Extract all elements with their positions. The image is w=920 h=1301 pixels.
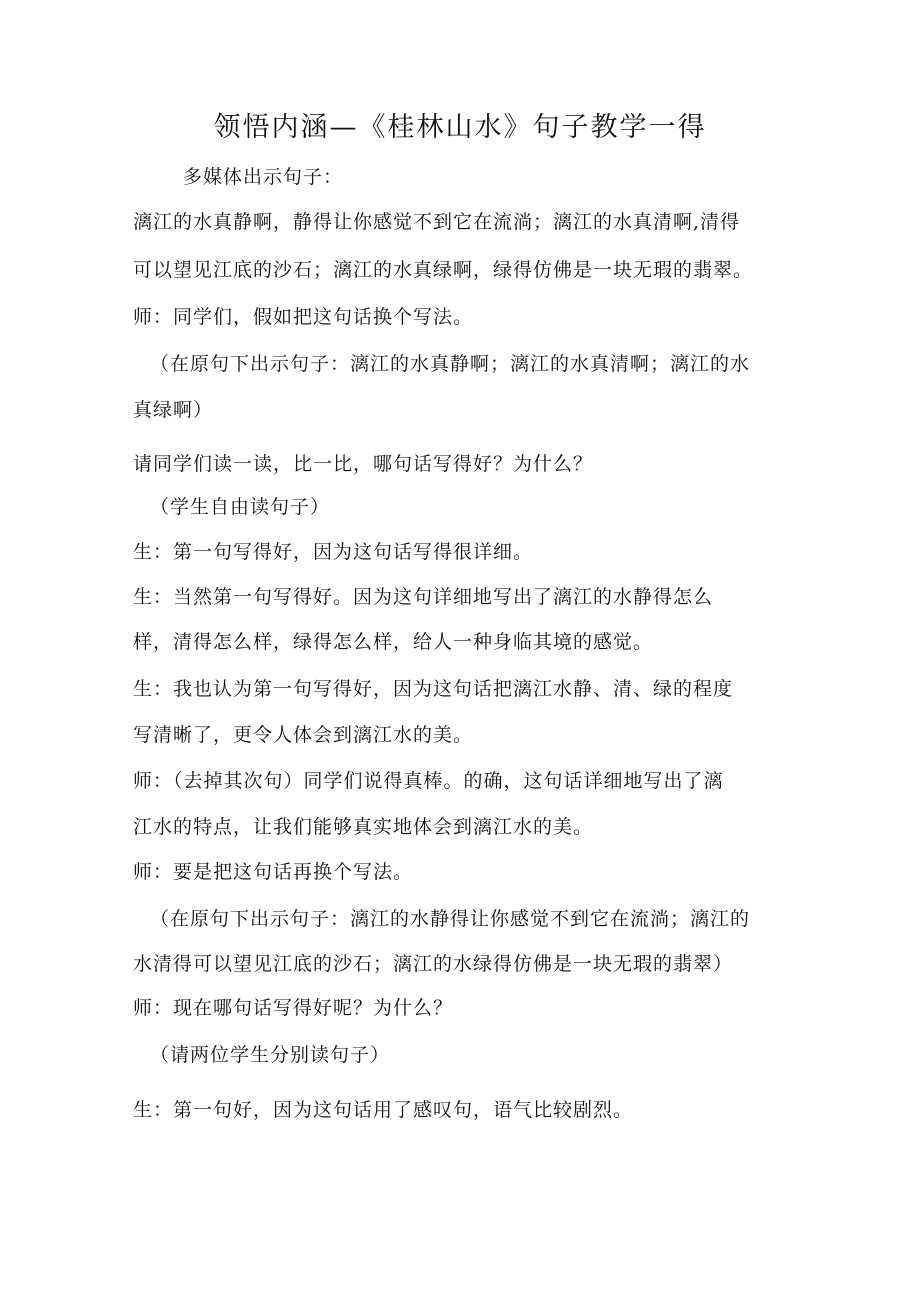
- paragraph-line: 生：当然第一句写得好。因为这句详细地写出了漓江的水静得怎么: [133, 586, 714, 608]
- paragraph-line: 师：要是把这句话再换个写法。: [133, 861, 414, 883]
- paragraph-line: 生：我也认为第一句写得好，因为这句话把漓江水静、清、绿的程度: [133, 678, 734, 700]
- paragraph-line: （在原句下出示句子：漓江的水静得让你感觉不到它在流淌；漓江的: [150, 908, 751, 930]
- paragraph-line: 写清晰了，更令人体会到漓江水的美。: [133, 724, 474, 746]
- paragraph-line: （请两位学生分别读句子）: [150, 1044, 391, 1066]
- paragraph-line: 水清得可以望见江底的沙石；漓江的水绿得仿佛是一块无瑕的翡翠）: [133, 953, 734, 975]
- paragraph-line: 可以望见江底的沙石；漓江的水真绿啊，绿得仿佛是一块无瑕的翡翠。: [133, 259, 754, 281]
- paragraph-line: （在原句下出示句子：漓江的水真静啊；漓江的水真清啊；漓江的水: [150, 353, 751, 375]
- paragraph-line: 师：（去掉其次句）同学们说得真棒。的确，这句话详细地写出了漓: [133, 770, 724, 792]
- paragraph-line: （学生自由读句子）: [150, 496, 331, 518]
- paragraph-line: 真绿啊）: [133, 399, 214, 421]
- paragraph-line: 多媒体出示句子：: [183, 166, 344, 188]
- paragraph-line: 漓江的水真静啊，静得让你感觉不到它在流淌；漓江的水真清啊,清得: [133, 211, 741, 233]
- paragraph-line: 生：第一句好，因为这句话用了感叹句，语气比较剧烈。: [133, 1099, 634, 1121]
- document-title: 领悟内涵—《桂林山水》句子教学一得: [213, 112, 707, 143]
- paragraph-line: 生：第一句写得好，因为这句话写得很详细。: [133, 541, 534, 563]
- paragraph-line: 请同学们读一读，比一比，哪句话写得好？为什么？: [133, 453, 594, 475]
- paragraph-line: 江水的特点，让我们能够真实地体会到漓江水的美。: [133, 816, 594, 838]
- paragraph-line: 师：同学们，假如把这句话换个写法。: [133, 306, 474, 328]
- paragraph-line: 样，清得怎么样，绿得怎么样，给人一种身临其境的感觉。: [133, 631, 654, 653]
- paragraph-line: 师：现在哪句话写得好呢？为什么？: [133, 997, 454, 1019]
